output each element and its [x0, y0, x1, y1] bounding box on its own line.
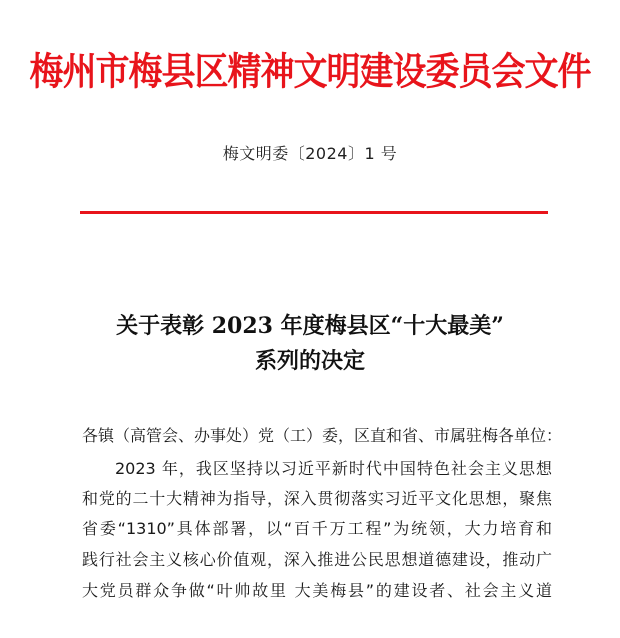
paragraph-line: 2023 年，我区坚持以习近平新时代中国特色社会主义思想: [115, 459, 552, 478]
document-number: 梅文明委〔2024〕1 号: [222, 144, 398, 163]
paragraph-line: 大党员群众争做“叶帅故里 大美梅县”的建设者、社会主义道: [82, 581, 552, 600]
red-separator-line: [80, 211, 548, 214]
document-title-line-1: 关于表彰 2023 年度梅县区“十大最美”: [116, 313, 504, 339]
paragraph-line: 和党的二十大精神为指导，深入贯彻落实习近平文化思想，聚焦: [82, 489, 552, 508]
salutation: 各镇（高管会、办事处）党（工）委，区直和省、市属驻梅各单位：: [82, 426, 563, 445]
paragraph-line: 省委“1310”具体部署，以“百千万工程”为统领，大力培育和: [82, 519, 552, 538]
document-title-line-2: 系列的决定: [254, 348, 365, 374]
masthead-title: 梅州市梅县区精神文明建设委员会文件: [29, 50, 591, 95]
paragraph-line: 践行社会主义核心价值观，深入推进公民思想道德建设，推动广: [82, 550, 552, 569]
